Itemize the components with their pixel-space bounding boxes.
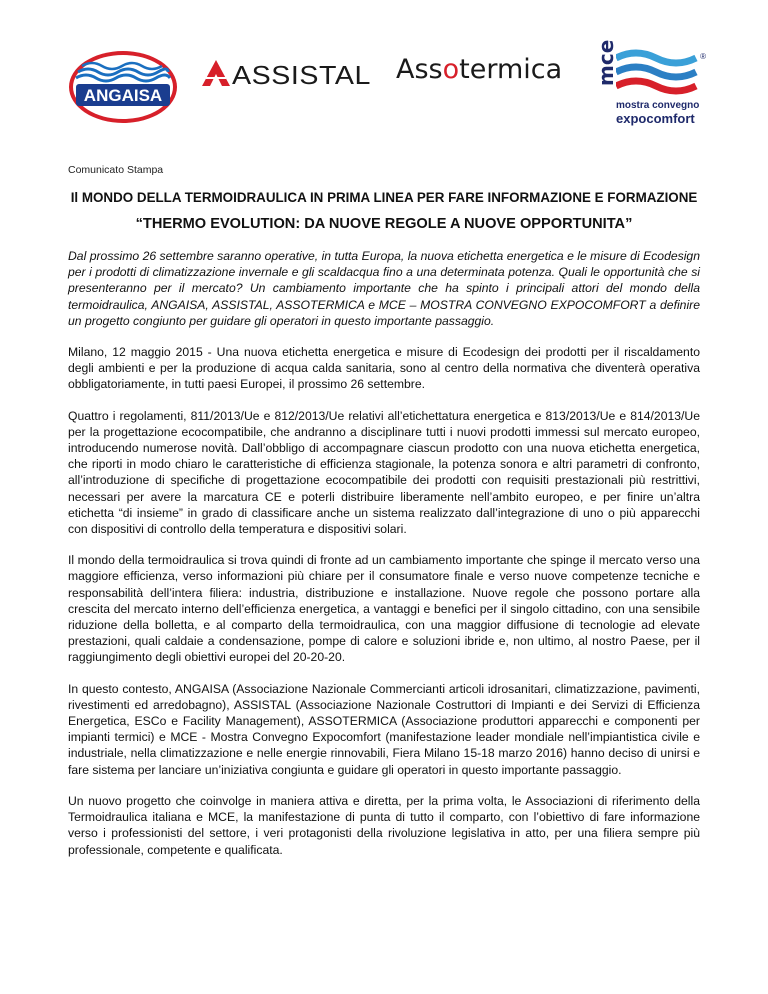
mce-logo bbox=[594, 39, 706, 126]
mce-logo-word: mce bbox=[594, 39, 618, 86]
angaisa-logo-graphic bbox=[68, 50, 178, 124]
lead-paragraph: Dal prossimo 26 settembre saranno operative, in tutta Europa, la nuova etichetta energetica e le misure di Ecodesign per i prodotti di climatizzazione invernale e gli scaldacqua fino a una determinata potenza. Quali le opportunità che si presenteranno per il mercato? Un cambiamento importante che ha spinto i principali attori del mondo della termoidraulica, ANGAISA, ASSISTAL, ASSOTERMICA e MCE – MOSTRA CONVEGNO EXPOCOMFORT a definire un progetto congiunto per guidare gli operatori in questo importante passaggio. bbox=[68, 249, 700, 328]
angaisa-logo-text: ANGAISA bbox=[83, 86, 163, 105]
subheadline: “THERMO EVOLUTION: DA NUOVE REGOLE A NUOVE OPPORTUNITA” bbox=[135, 216, 633, 232]
mce-waves-icon bbox=[616, 48, 702, 98]
mce-logo-line2: expocomfort bbox=[616, 111, 695, 126]
body-paragraph: Quattro i regolamenti, 811/2013/Ue e 812/2013/Ue relativi all’etichettatura energetica e 813/2013/Ue e 814/2013/Ue per la progettazione ecocompatibile, che andranno a disciplinare tutti i nuovi prodotti immessi sul mercato europeo, introducendo numerose novità. Dall’obbligo di accompagnare ciascun prodotto con una nuova etichetta energetica, che riporti in modo chiaro le caratteristiche di efficienza stagionale, la potenza sonora e altri parametri di confronto, all’introduzione di specifiche di progettazione ecocompatibile dei prodotti con requisiti prestazionali più restrittivi, necessari per avere la marcatura CE e poterli distribuire liberamente nell’ambito europeo, e per finire un’altra etichetta “di insieme” in grado di classificare anche un sistema realizzato dall’integrazione di uno o più apparecchi con dispositivi di controllo della temperatura e dispositivi solari. bbox=[68, 408, 700, 537]
registered-mark: ® bbox=[700, 52, 706, 61]
headline: Il MONDO DELLA TERMOIDRAULICA IN PRIMA LINEA PER FARE INFORMAZIONE E FORMAZIONE bbox=[70, 190, 698, 205]
assotermica-logo-text: Assotermica bbox=[396, 54, 563, 85]
body-paragraph: Milano, 12 maggio 2015 - Una nuova etichetta energetica e misure di Ecodesign dei prodotti per il riscaldamento degli ambienti e per la produzione di acqua calda sanitaria, sono al centro della normativa che diventerà operativa obbligatoriamente, in tutti paesi Europei, il prossimo 26 settembre. bbox=[68, 345, 700, 392]
assotermica-mark-icon: o bbox=[442, 54, 460, 85]
angaisa-logo bbox=[68, 50, 178, 124]
body-paragraph: In questo contesto, ANGAISA (Associazione Nazionale Commercianti articoli idrosanitari, climatizzazione, pavimenti, rivestimenti ed arredobagno), ASSISTAL (Associazione Nazionale Costruttori di Impianti e dei Servizi di Efficienza Energetica, ESCo e Facility Management), ASSOTERMICA (Associazione produttori apparecchi e componenti per impianti termici) e MCE - Mostra Convegno Expocomfort (manifestazione leader mondiale nell’impiantistica civile e industriale, nella climatizzazione e nelle energie rinnovabili, Fiera Milano 15-18 marzo 2016) hanno deciso di unirsi e fare sistema per lanciare un’iniziativa congiunta e guidare gli operatori in questo importante passaggio. bbox=[68, 681, 700, 777]
body-paragraph: Un nuovo progetto che coinvolge in maniera attiva e diretta, per la prima volta, le Associazioni di riferimento della Termoidraulica italiana e MCE, la manifestazione di punta di tutto il comparto, con l’obiettivo di fare informazione verso i professionisti del settore, i veri protagonisti della rivoluzione legislativa in atto, per una filiera sempre più professionale, competente e qualificata. bbox=[68, 793, 700, 857]
document-label: Comunicato Stampa bbox=[68, 164, 164, 176]
assistal-mark-icon bbox=[200, 56, 232, 90]
assotermica-logo bbox=[396, 52, 564, 92]
document-body bbox=[68, 248, 700, 873]
logo-header bbox=[0, 0, 768, 150]
assistal-logo bbox=[200, 56, 372, 90]
body-paragraph: Il mondo della termoidraulica si trova quindi di fronte ad un cambiamento importante che spinge il mercato verso una maggiore efficienza, verso informazioni più chiare per il consumatore finale e verso nuove competenze tecniche e responsabilità dell’intera filiera: industria, distribuzione e installazione. Nuove regole che possono portare alla crescita del mercato interno dell’efficienza energetica, a vantaggi e benefici per il singolo cittadino, con una sensibile riduzione della bolletta, e al comparto della termoidraulica, con una maggior diffusione di tecnologie ad elevate prestazioni, quali caldaie a condensazione, pompe di calore e soluzioni ibride e, non ultimo, al nostro Paese, per il raggiungimento degli obiettivi europei del 20-20-20. bbox=[68, 553, 700, 665]
assistal-logo-text: ASSISTAL bbox=[232, 60, 371, 90]
mce-logo-line1: mostra convegno bbox=[616, 100, 700, 111]
